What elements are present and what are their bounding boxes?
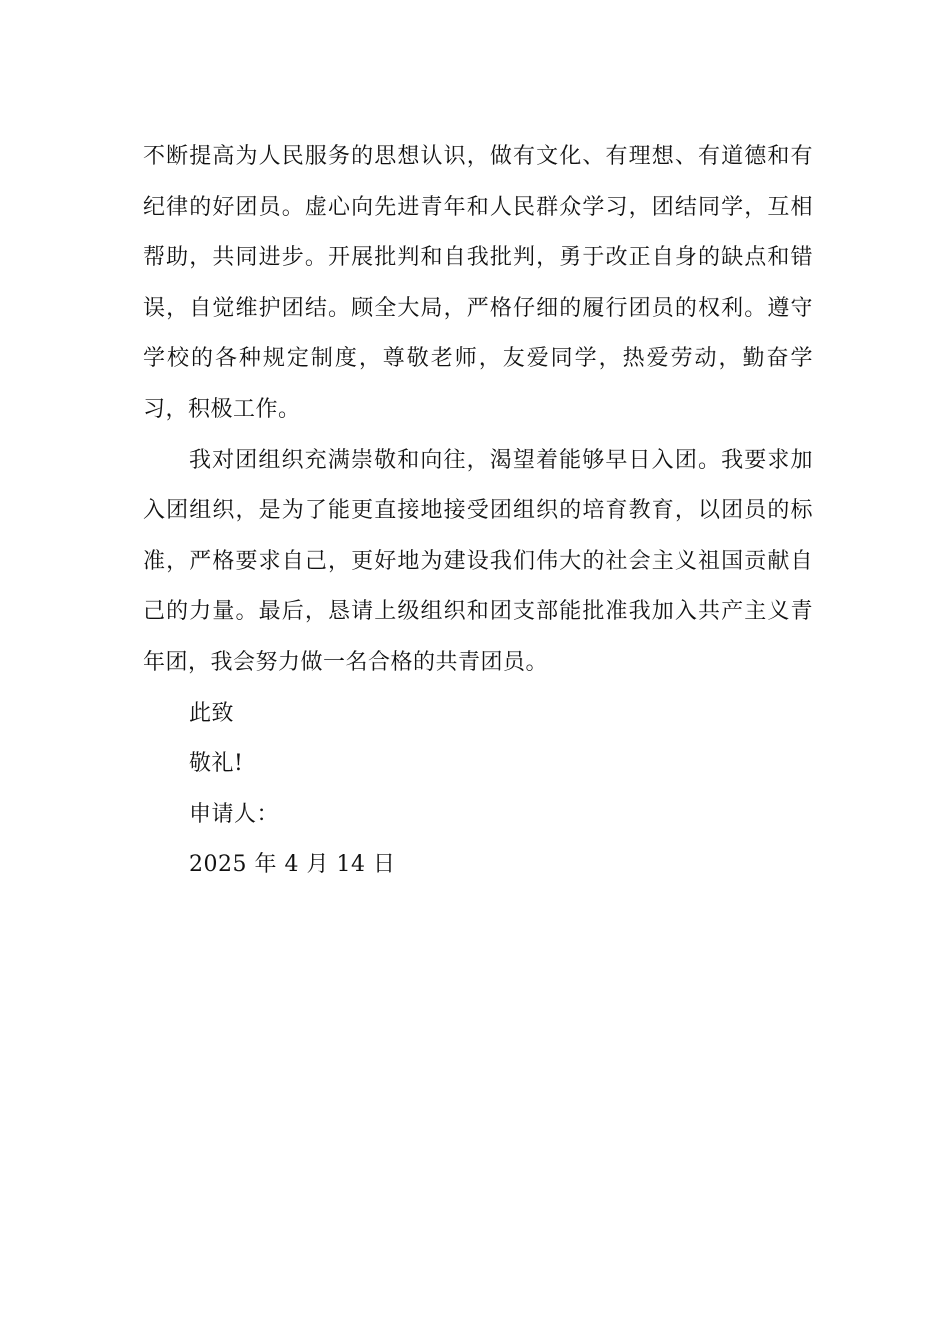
body-paragraph-1: 不断提高为人民服务的思想认识，做有文化、有理想、有道德和有纪律的好团员。虚心向先进青年和人民群众学习，团结同学，互相帮助，共同进步。开展批判和自我批判，勇于改正自身的缺点和错误，自觉维护团结。顾全大局，严格仔细的履行团员的权利。遵守学校的各种规定制度，尊敬老师，友爱同学，热爱劳动，勤奋学习，积极工作。 — [143, 144, 813, 422]
letter-body — [143, 132, 813, 891]
closing-regards: 敬礼! — [189, 751, 244, 777]
applicant-label: 申请人： — [189, 801, 280, 827]
signature-date: 2025 年 4 月 14 日 — [189, 852, 396, 878]
body-paragraph-2: 我对团组织充满崇敬和向往，渴望着能够早日入团。我要求加入团组织，是为了能更直接地接受团组织的培育教育，以团员的标准，严格要求自己，更好地为建设我们伟大的社会主义祖国贡献自己的力量。最后，恳请上级组织和团支部能批准我加入共产主义青年团，我会努力做一名合格的共青团员。 — [143, 447, 813, 675]
closing-salutation: 此致 — [189, 700, 235, 726]
